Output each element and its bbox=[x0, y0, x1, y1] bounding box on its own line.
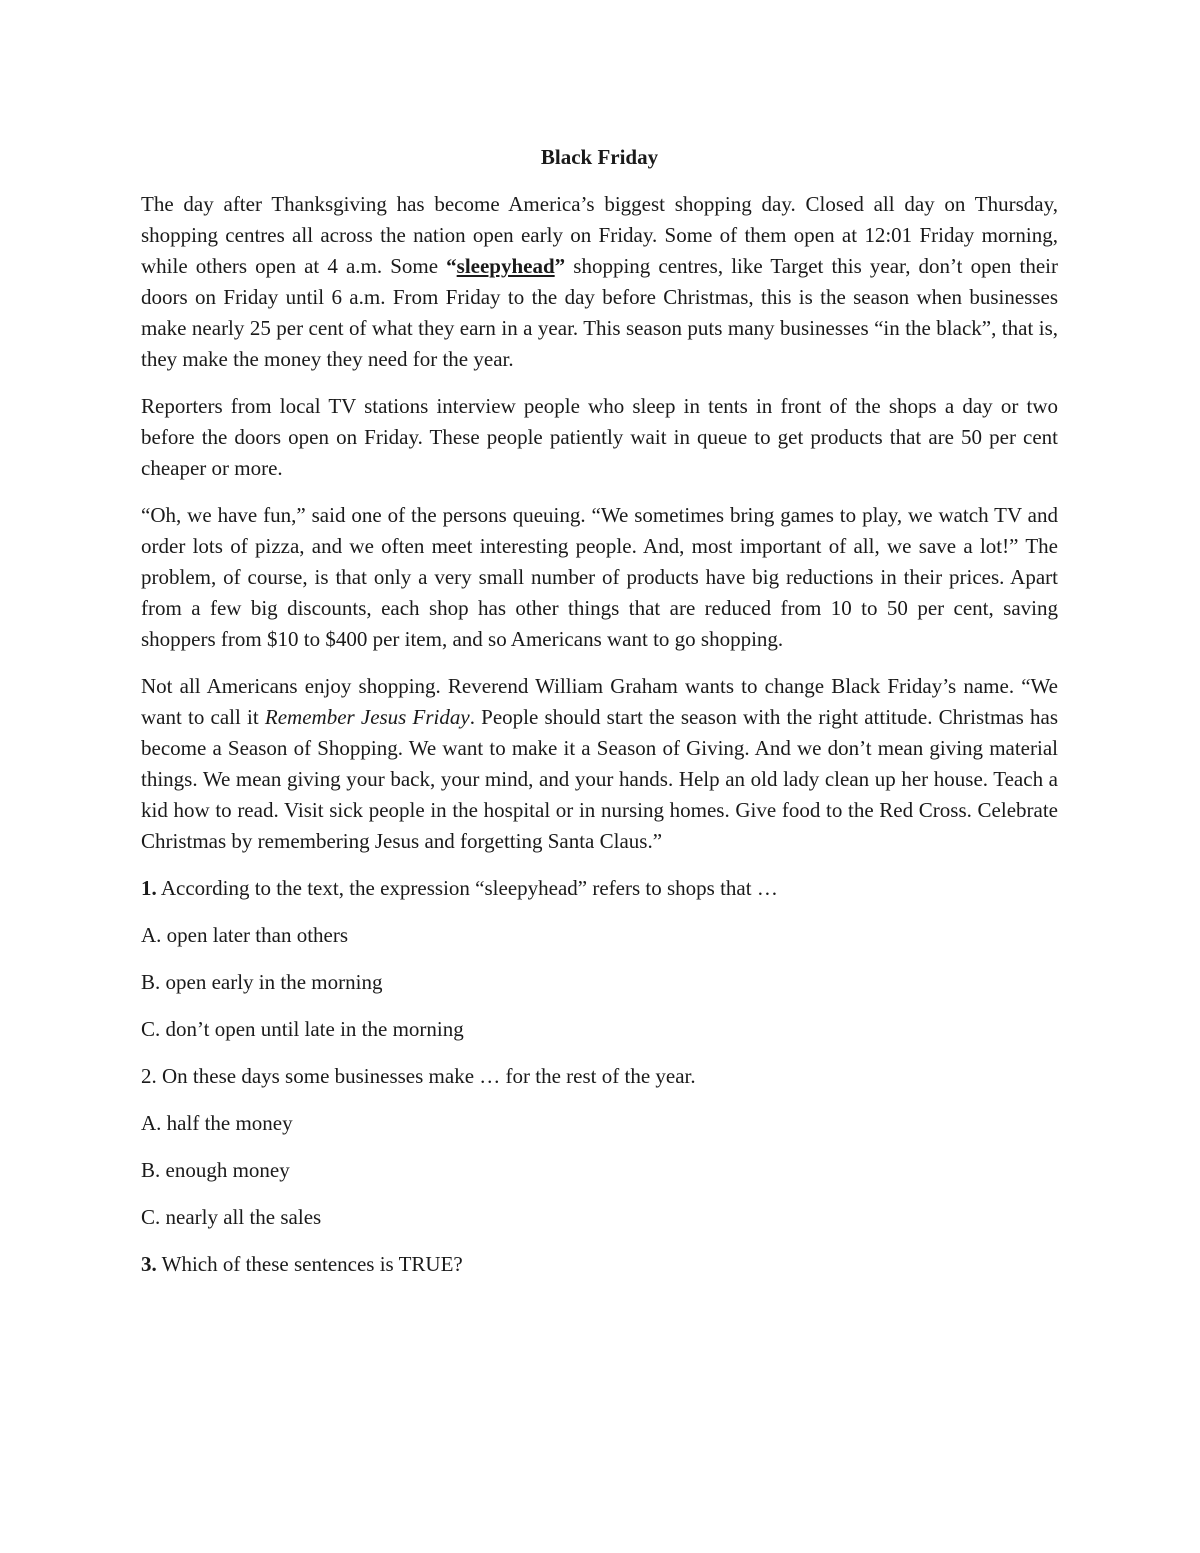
paragraph-2: Reporters from local TV stations interview people who sleep in tents in front of the shops a day or two before the doors open on Friday. These people patiently wait in queue to get products that are 50 per cent cheaper or more. bbox=[141, 394, 1058, 480]
paragraph-4-italic: Remember Jesus Friday bbox=[264, 705, 470, 729]
question-1 bbox=[141, 873, 1058, 904]
question-1-option-a: A. open later than others bbox=[141, 923, 349, 947]
sleepyhead-keyword: “sleepyhead” bbox=[446, 254, 566, 278]
question-3-text: Which of these sentences is TRUE? bbox=[156, 1252, 463, 1276]
question-2-option-a: A. half the money bbox=[141, 1111, 293, 1135]
paragraph-4 bbox=[141, 671, 1058, 857]
question-1-text: According to the text, the expression “sleepyhead” refers to shops that … bbox=[156, 876, 778, 900]
question-2-option-c: C. nearly all the sales bbox=[141, 1205, 322, 1229]
paragraph-1-end: shopping centres, like Target this year, don’t open their doors on Friday until 6 a.m. From Friday to the day before Christmas, this is the season when businesses make nearly 25 per cent of what they earn in a year. This season puts many businesses “in the black”, that is, they make the money they need for the year. bbox=[141, 254, 1058, 371]
question-1-number: 1. bbox=[141, 876, 157, 900]
paragraph-1 bbox=[141, 189, 1058, 375]
question-2: 2. On these days some businesses make … for the rest of the year. bbox=[141, 1064, 696, 1088]
document-page bbox=[141, 142, 1058, 1296]
paragraph-4-end: . People should start the season with the right attitude. Christmas has become a Season of Shopping. We want to make it a Season of Giving. And we don’t mean giving material things. We mean giving your back, your mind, and your hands. Help an old lady clean up her house. Teach a kid how to read. Visit sick people in the hospital or in nursing homes. Give food to the Red Cross. Celebrate Christmas by remembering Jesus and forgetting Santa Claus.” bbox=[141, 705, 1058, 853]
question-1-option-b: B. open early in the morning bbox=[141, 970, 383, 994]
paragraph-1-start: The day after Thanksgiving has become America’s biggest shopping day. Closed all day on Thursday, shopping centres all across the nation open early on Friday. Some of them open at 12:01 Friday morning, while others open at 4 a.m. Some bbox=[141, 192, 1058, 278]
paragraph-3: “Oh, we have fun,” said one of the persons queuing. “We sometimes bring games to play, we watch TV and order lots of pizza, and we often meet interesting people. And, most important of all, we save a lot!” The problem, of course, is that only a very small number of products have big reductions in their prices. Apart from a few big discounts, each shop has other things that are reduced from 10 to 50 per cent, saving shoppers from $10 to $400 per item, and so Americans want to go shopping. bbox=[141, 503, 1058, 651]
question-3 bbox=[141, 1249, 1058, 1280]
question-3-number: 3. bbox=[141, 1252, 157, 1276]
question-2-option-b: B. enough money bbox=[141, 1158, 290, 1182]
question-1-option-c: C. don’t open until late in the morning bbox=[141, 1017, 464, 1041]
document-title: Black Friday bbox=[540, 145, 659, 169]
paragraph-4-start: Not all Americans enjoy shopping. Reverend William Graham wants to change Black Friday’s name. “We want to call it bbox=[141, 674, 1058, 729]
